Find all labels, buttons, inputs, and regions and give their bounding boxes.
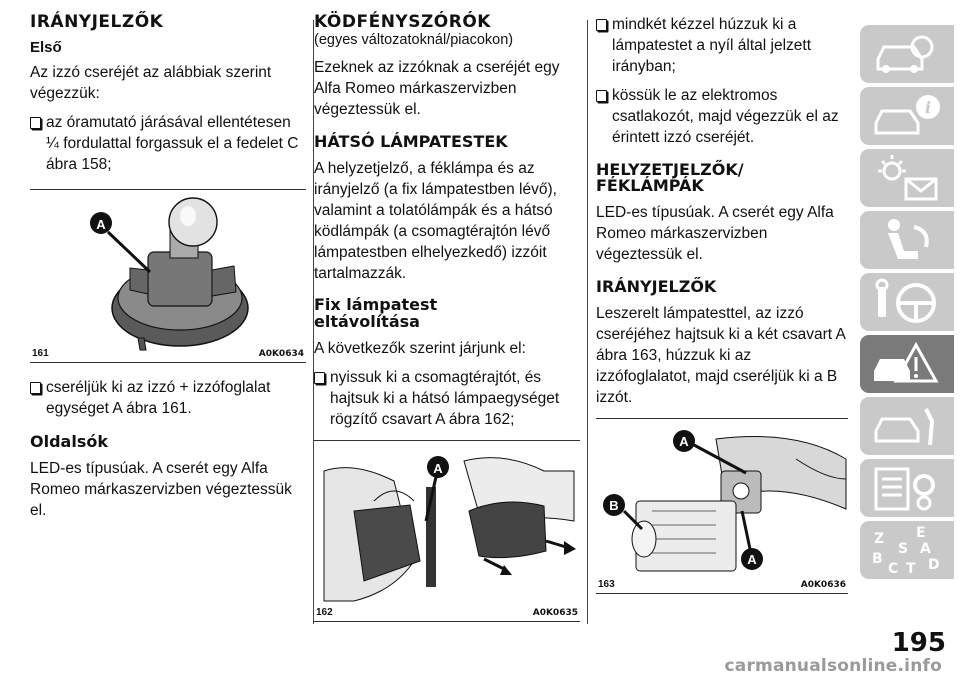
car-info-icon [870, 91, 944, 141]
bullet-item [30, 112, 306, 175]
paragraph-procedure: A következők szerint járjunk el: [314, 340, 526, 357]
bullet-text: nyissuk ki a csomagtérajtót, és hajtsuk ki a hátsó lámpaegységet rögzítő csavart A ábra 162; [330, 369, 560, 428]
column-2 [314, 14, 580, 636]
figure-number: 161 [32, 348, 49, 359]
index-letter: Z [874, 531, 885, 547]
subheading-variants: (egyes változatoknál/piacokon) [314, 32, 514, 48]
index-letter: A [920, 541, 931, 557]
column-1 [30, 14, 306, 529]
service-car-icon [870, 401, 944, 451]
checkbox-bullet-icon [30, 382, 41, 394]
subheading-fixed-light-line1: Fix lámpatest [314, 295, 438, 314]
airbag-seat-icon [870, 215, 944, 265]
paragraph-intro: Az izzó cseréjét az alábbiak szerint végezzük: [30, 64, 272, 102]
index-letter: B [872, 551, 883, 567]
specs-gear-icon [870, 463, 944, 513]
figure-162 [314, 440, 580, 622]
callout-label-a: A [96, 217, 106, 232]
breakdown-car-icon [870, 339, 944, 389]
callout-label-a-second: A [747, 552, 757, 567]
paragraph-rear: A helyzetjelző, a féklámpa és az irányjelző (a fix lámpatestben lévő), valamint a tolatólámpák és a hátsó ködlámpák (a csomagtérajtón lévő lámpatestben elhelyezkedő) izzóit tartalmazzák. [314, 160, 557, 282]
watermark: carmanualsonline.info [724, 656, 942, 676]
callout-label-b: B [609, 498, 619, 513]
checkbox-bullet-icon [596, 19, 607, 31]
tab-key-steering[interactable] [860, 273, 954, 331]
section-heading-rear-lights: HÁTSÓ LÁMPATESTEK [314, 132, 508, 151]
svg-text:i: i [924, 98, 932, 117]
bullet-item [596, 85, 848, 148]
page-number: 195 [891, 628, 946, 658]
callout-label-a: A [433, 461, 443, 476]
chapter-tabs [860, 25, 954, 583]
paragraph-indicators: Leszerelt lámpatesttel, az izzó cseréjéhez hajtsuk ki a két csavart A ábra 163, húzzuk ki az izzófoglalatot, majd cseréljük ki a B izzót. [596, 305, 845, 406]
column-divider [587, 20, 588, 624]
rear-light-removal-illustration [314, 441, 580, 621]
section-heading-fog-lights: KÖDFÉNYSZÓRÓK [314, 12, 491, 32]
index-letter: C [888, 561, 899, 575]
tab-car-info[interactable] [860, 87, 954, 145]
column-3 [596, 14, 848, 608]
figure-number: 163 [598, 579, 615, 590]
tab-airbag-seat[interactable] [860, 211, 954, 269]
bullet-text: kössük le az elektromos csatlakozót, majd végezzük el az érintett izzó cseréjét. [612, 87, 839, 146]
paragraph-position: LED-es típusúak. A cserét egy Alfa Romeo márkaszervizben végeztessük el. [596, 204, 834, 263]
subheading-fixed-light-line2: eltávolítása [314, 312, 420, 331]
callout-label-a: A [679, 434, 689, 449]
tab-index[interactable] [860, 521, 954, 579]
bulb-holder-illustration [30, 190, 306, 362]
index-letters-icon [870, 525, 944, 575]
tab-dashboard[interactable] [860, 25, 954, 83]
figure-code: A0K0635 [532, 608, 578, 618]
section-heading-position-lights-line2: FÉKLÁMPÁK [596, 176, 704, 195]
bullet-item [596, 14, 848, 77]
key-steering-icon [870, 277, 944, 327]
paragraph-fog: Ezeknek az izzóknak a cseréjét egy Alfa Romeo márkaszervizben végeztessük el. [314, 59, 560, 118]
warning-lights-icon [870, 153, 944, 203]
bullet-text: mindkét kézzel húzzuk ki a lámpatestet a nyíl által jelzett irányban; [612, 16, 812, 75]
figure-code: A0K0634 [258, 349, 304, 359]
section-heading-position-lights-line1: HELYZETJELZŐK/ [596, 160, 744, 179]
tab-specs[interactable] [860, 459, 954, 517]
subheading-front: Első [30, 39, 62, 56]
tab-service[interactable] [860, 397, 954, 455]
bullet-item [314, 367, 580, 430]
section-heading-indicators: IRÁNYJELZŐK [596, 277, 717, 296]
tab-breakdown[interactable] [860, 335, 954, 393]
indicator-bulb-illustration [596, 419, 848, 593]
checkbox-bullet-icon [596, 90, 607, 102]
figure-163 [596, 418, 848, 594]
index-letter: S [898, 541, 909, 557]
bullet-text: az óramutató járásával ellentétesen ¼ fordulattal forgassuk el a fedelet C ábra 158; [46, 114, 299, 173]
checkbox-bullet-icon [314, 372, 325, 384]
figure-code: A0K0636 [800, 580, 846, 590]
figure-161 [30, 189, 306, 363]
index-letter: D [928, 557, 940, 573]
figure-number: 162 [316, 607, 333, 618]
dashboard-car-icon [870, 29, 944, 79]
subheading-side: Oldalsók [30, 432, 108, 451]
index-letter: E [916, 525, 926, 541]
index-letter: T [906, 561, 916, 575]
bullet-text: cseréljük ki az izzó + izzófoglalat egységet A ábra 161. [46, 379, 271, 417]
bullet-item [30, 377, 306, 419]
section-heading-turn-signals: IRÁNYJELZŐK [30, 12, 164, 32]
tab-warning-lights[interactable] [860, 149, 954, 207]
paragraph-side: LED-es típusúak. A cserét egy Alfa Romeo márkaszervizben végeztessük el. [30, 460, 292, 519]
checkbox-bullet-icon [30, 117, 41, 129]
